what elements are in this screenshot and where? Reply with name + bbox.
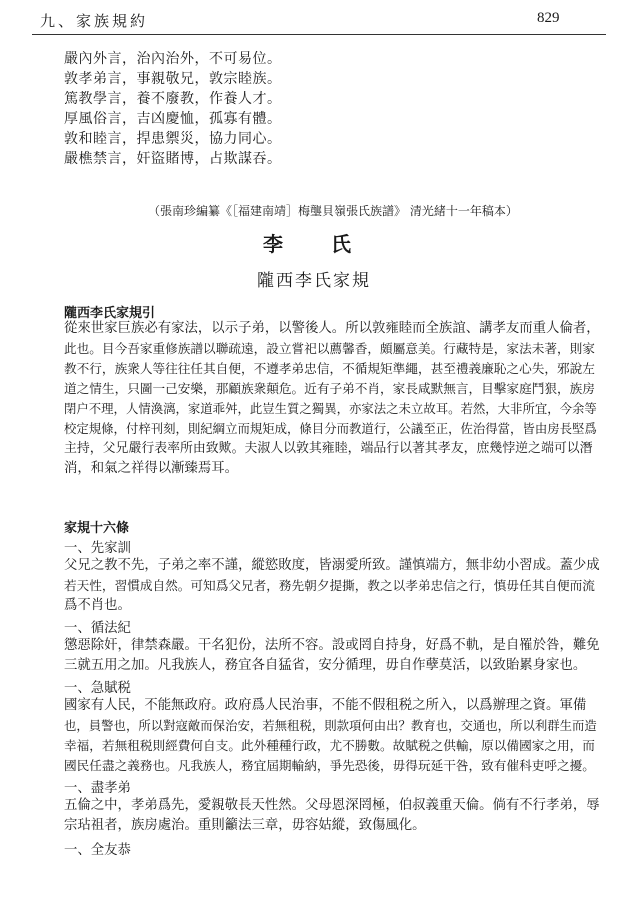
rule-title: 一、循法紀 — [64, 621, 131, 636]
rule-line: 五倫之中，孝弟爲先，愛親敬長天性然。父母恩深罔極，伯叔義重天倫。倘有不行孝弟，辱 — [64, 798, 600, 813]
verse-line: 厚風俗言，吉凶慶恤，孤寡有體。 — [64, 111, 282, 127]
intro-line: 從來世家巨族必有家法，以示子弟，以警後人。所以敦雍睦而全族誼、講孝友而重人倫者， — [64, 321, 600, 336]
intro-line: 校定規條，付梓刊刻，則紀綱立而規矩成，條目分而教道行，公議至正，佐治得當，皆由房長堅爲 — [64, 421, 597, 436]
intro-line: 教不行，族衆人等往往任其自便，不遵孝弟忠信，不循規矩準繩，甚至禮義廉恥之心失，邪說左 — [64, 361, 595, 376]
page-header — [0, 0, 628, 36]
intro-heading: 隴西李氏家規引 — [64, 306, 156, 321]
verse-line: 篤教學言，養不廢教，作養人才。 — [64, 91, 282, 107]
verse-line: 敦孝弟言，事親敬兄，敦宗睦族。 — [64, 71, 282, 87]
rule-line: 也，員警也，所以對寇敵而保治安，若無租税，則款項何由出？教育也，交通也，所以利群生而造 — [64, 718, 597, 733]
rule-line: 國民任盡之義務也。凡我族人，務宜屆期輸納，爭先恐後，毋得玩延干咎，致有催科吏呼之擾。 — [64, 758, 595, 773]
rule-line: 懲惡除奸，律禁森嚴。干名犯份，法所不容。設或罔自持身，好爲不軌，是自罹於咎，難免 — [64, 638, 600, 653]
intro-line: 消，和氣之祥得以漸臻焉耳。 — [64, 461, 239, 476]
rule-line: 三就五用之加。凡我族人，務宜各自猛省，安分循理，毋自作孽莫活，以致貽累身家也。 — [64, 658, 587, 673]
rule-line: 幸福，若無租税則經費何自支。此外種種行政，尤不勝數。故賦税之供輸，原以備國家之用，而 — [64, 738, 595, 753]
intro-line: 此也。目今吾家重修族譜以聯疏遠，設立嘗祀以薦馨香，頗屬意美。行藏特是，家法未著，則家 — [64, 341, 595, 356]
running-title: 九、家族規約 — [40, 12, 149, 30]
verse-line: 敦和睦言，捍患禦災，協力同心。 — [64, 131, 282, 147]
rule-line: 父兄之教不先，子弟之率不謹，縱慾敗度，皆溺愛所致。謹慎端方，無非幼小習成。蓋少成 — [64, 558, 600, 573]
clan-title: 李 氏 — [263, 232, 365, 256]
page-number: 829 — [537, 10, 560, 26]
rule-title: 一、先家訓 — [64, 541, 131, 556]
rules-heading: 家規十六條 — [64, 521, 130, 536]
verse-line: 嚴樵禁言，奸盜賭博，占欺謀吞。 — [64, 151, 282, 167]
rule-line: 若天性，習慣成自然。可知爲父兄者，務先朝夕提撕，教之以孝弟忠信之行，慎毋任其自便而流 — [64, 578, 595, 593]
rule-title: 一、盡孝弟 — [64, 781, 131, 796]
intro-line: 主持，父兄嚴行表率所由致歟。夫淑人以敦其雍睦，端品行以著其孝友，庶幾悖逆之端可以潛 — [64, 441, 593, 456]
rule-title: 一、急賦税 — [64, 681, 131, 696]
rule-line: 爲不肖也。 — [64, 598, 131, 613]
verse-line: 嚴內外言，治內治外，不可易位。 — [64, 51, 282, 67]
intro-line: 道之情生，只圖一己安樂，那顧族衆顛危。近有子弟不肖，家長咸默無言，目擊家庭鬥狠，族房 — [64, 381, 595, 396]
rule-line: 宗玷祖者，族房處治。重則籲法三章，毋容姑縱，致傷風化。 — [64, 818, 426, 833]
section-subtitle: 隴西李氏家規 — [257, 271, 371, 291]
rule-line: 國家有人民，不能無政府。政府爲人民治事，不能不假租税之所入，以爲辦理之資。軍備 — [64, 698, 587, 713]
source-citation: （張南珍編纂《［福建南靖］梅壟貝嶺張氏族譜》 清光緒十一年稿本） — [148, 204, 518, 218]
header-rule — [32, 34, 606, 35]
rule-title: 一、全友恭 — [64, 843, 131, 858]
intro-line: 閉户不理，人情渙漓，家道乖舛，此豈生質之獨異，亦家法之未立故耳。若然，大非所宜，今余等 — [64, 401, 597, 416]
